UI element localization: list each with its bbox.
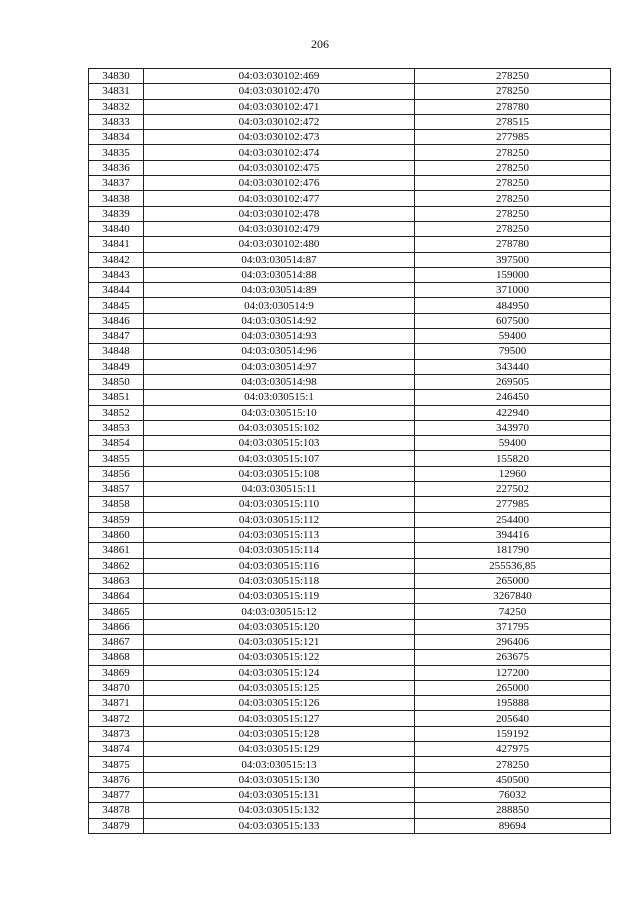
cadastral-number-cell: 04:03:030102:470: [144, 84, 415, 99]
table-row: [89, 252, 611, 267]
row-number-cell: 34879: [89, 818, 144, 833]
table-row: [89, 604, 611, 619]
table-row: [89, 160, 611, 175]
table-row: [89, 497, 611, 512]
row-number-cell: 34832: [89, 99, 144, 114]
cadastral-value-cell: 159192: [415, 726, 611, 741]
row-number-cell: 34839: [89, 206, 144, 221]
cadastral-value-cell: 159000: [415, 267, 611, 282]
cadastral-number-cell: 04:03:030515:124: [144, 665, 415, 680]
table-row: [89, 114, 611, 129]
cadastral-number-cell: 04:03:030102:475: [144, 160, 415, 175]
row-number-cell: 34878: [89, 803, 144, 818]
cadastral-value-cell: 59400: [415, 329, 611, 344]
cadastral-value-cell: 79500: [415, 344, 611, 359]
row-number-cell: 34862: [89, 558, 144, 573]
table-row: [89, 390, 611, 405]
cadastral-value-cell: 195888: [415, 696, 611, 711]
cadastral-number-cell: 04:03:030515:107: [144, 451, 415, 466]
cadastral-value-cell: 371000: [415, 283, 611, 298]
table-row: [89, 558, 611, 573]
cadastral-number-cell: 04:03:030515:132: [144, 803, 415, 818]
cadastral-number-cell: 04:03:030102:480: [144, 237, 415, 252]
cadastral-value-cell: 427975: [415, 742, 611, 757]
table-row: [89, 787, 611, 802]
row-number-cell: 34835: [89, 145, 144, 160]
cadastral-value-cell: 277985: [415, 130, 611, 145]
cadastral-number-cell: 04:03:030515:126: [144, 696, 415, 711]
table-row: [89, 313, 611, 328]
cadastral-number-cell: 04:03:030515:121: [144, 634, 415, 649]
row-number-cell: 34875: [89, 757, 144, 772]
cadastral-number-cell: 04:03:030514:89: [144, 283, 415, 298]
cadastral-value-cell: 76032: [415, 787, 611, 802]
cadastral-value-cell: 296406: [415, 634, 611, 649]
row-number-cell: 34872: [89, 711, 144, 726]
row-number-cell: 34842: [89, 252, 144, 267]
cadastral-number-cell: 04:03:030515:118: [144, 573, 415, 588]
row-number-cell: 34851: [89, 390, 144, 405]
cadastral-number-cell: 04:03:030515:11: [144, 482, 415, 497]
row-number-cell: 34831: [89, 84, 144, 99]
row-number-cell: 34859: [89, 512, 144, 527]
cadastral-number-cell: 04:03:030515:102: [144, 420, 415, 435]
cadastral-number-cell: 04:03:030102:477: [144, 191, 415, 206]
cadastral-value-cell: 269505: [415, 374, 611, 389]
cadastral-value-cell: 278250: [415, 221, 611, 236]
row-number-cell: 34864: [89, 589, 144, 604]
row-number-cell: 34849: [89, 359, 144, 374]
cadastral-value-cell: 155820: [415, 451, 611, 466]
table-row: [89, 130, 611, 145]
cadastral-value-cell: 59400: [415, 436, 611, 451]
table-row: [89, 145, 611, 160]
cadastral-value-cell: 422940: [415, 405, 611, 420]
table-row: [89, 665, 611, 680]
cadastral-number-cell: 04:03:030102:474: [144, 145, 415, 160]
cadastral-value-cell: 205640: [415, 711, 611, 726]
row-number-cell: 34843: [89, 267, 144, 282]
cadastral-number-cell: 04:03:030515:110: [144, 497, 415, 512]
cadastral-value-cell: 278250: [415, 176, 611, 191]
cadastral-number-cell: 04:03:030515:108: [144, 466, 415, 481]
cadastral-value-cell: 3267840: [415, 589, 611, 604]
cadastral-number-cell: 04:03:030515:128: [144, 726, 415, 741]
cadastral-value-cell: 397500: [415, 252, 611, 267]
row-number-cell: 34874: [89, 742, 144, 757]
cadastral-value-cell: 278780: [415, 237, 611, 252]
row-number-cell: 34836: [89, 160, 144, 175]
cadastral-number-cell: 04:03:030514:9: [144, 298, 415, 313]
row-number-cell: 34852: [89, 405, 144, 420]
cadastral-value-cell: 278250: [415, 757, 611, 772]
table-row: [89, 451, 611, 466]
cadastral-number-cell: 04:03:030515:127: [144, 711, 415, 726]
table-row: [89, 206, 611, 221]
cadastral-number-cell: 04:03:030514:98: [144, 374, 415, 389]
table-body: [89, 69, 611, 834]
row-number-cell: 34877: [89, 787, 144, 802]
cadastral-value-cell: 484950: [415, 298, 611, 313]
table-row: [89, 543, 611, 558]
table-row: [89, 696, 611, 711]
row-number-cell: 34869: [89, 665, 144, 680]
cadastral-number-cell: 04:03:030515:129: [144, 742, 415, 757]
row-number-cell: 34833: [89, 114, 144, 129]
cadastral-number-cell: 04:03:030102:473: [144, 130, 415, 145]
table-row: [89, 757, 611, 772]
cadastral-value-cell: 181790: [415, 543, 611, 558]
cadastral-value-cell: 278250: [415, 160, 611, 175]
table-row: [89, 374, 611, 389]
row-number-cell: 34873: [89, 726, 144, 741]
cadastral-value-cell: 450500: [415, 772, 611, 787]
cadastral-value-cell: 246450: [415, 390, 611, 405]
table-row: [89, 512, 611, 527]
row-number-cell: 34848: [89, 344, 144, 359]
table-row: [89, 589, 611, 604]
table-row: [89, 634, 611, 649]
cadastral-number-cell: 04:03:030102:471: [144, 99, 415, 114]
row-number-cell: 34853: [89, 420, 144, 435]
row-number-cell: 34876: [89, 772, 144, 787]
table-row: [89, 221, 611, 236]
cadastral-value-table: [88, 68, 611, 834]
cadastral-value-cell: 278250: [415, 84, 611, 99]
cadastral-number-cell: 04:03:030515:113: [144, 527, 415, 542]
row-number-cell: 34867: [89, 634, 144, 649]
row-number-cell: 34844: [89, 283, 144, 298]
cadastral-value-cell: 278780: [415, 99, 611, 114]
table-row: [89, 237, 611, 252]
table-row: [89, 359, 611, 374]
row-number-cell: 34855: [89, 451, 144, 466]
cadastral-value-cell: 288850: [415, 803, 611, 818]
row-number-cell: 34865: [89, 604, 144, 619]
cadastral-number-cell: 04:03:030515:112: [144, 512, 415, 527]
cadastral-number-cell: 04:03:030515:103: [144, 436, 415, 451]
table-row: [89, 711, 611, 726]
table-row: [89, 405, 611, 420]
row-number-cell: 34863: [89, 573, 144, 588]
row-number-cell: 34845: [89, 298, 144, 313]
row-number-cell: 34834: [89, 130, 144, 145]
row-number-cell: 34870: [89, 680, 144, 695]
cadastral-number-cell: 04:03:030514:93: [144, 329, 415, 344]
table-row: [89, 742, 611, 757]
cadastral-value-cell: 278515: [415, 114, 611, 129]
row-number-cell: 34866: [89, 619, 144, 634]
cadastral-value-cell: 343970: [415, 420, 611, 435]
cadastral-number-cell: 04:03:030515:116: [144, 558, 415, 573]
cadastral-value-cell: 254400: [415, 512, 611, 527]
cadastral-number-cell: 04:03:030515:131: [144, 787, 415, 802]
cadastral-value-cell: 265000: [415, 573, 611, 588]
table-row: [89, 344, 611, 359]
cadastral-number-cell: 04:03:030515:114: [144, 543, 415, 558]
cadastral-number-cell: 04:03:030515:12: [144, 604, 415, 619]
cadastral-number-cell: 04:03:030514:87: [144, 252, 415, 267]
row-number-cell: 34854: [89, 436, 144, 451]
table-row: [89, 818, 611, 833]
table-row: [89, 176, 611, 191]
table-row: [89, 573, 611, 588]
row-number-cell: 34840: [89, 221, 144, 236]
row-number-cell: 34868: [89, 650, 144, 665]
table-row: [89, 482, 611, 497]
row-number-cell: 34846: [89, 313, 144, 328]
cadastral-value-cell: 278250: [415, 145, 611, 160]
cadastral-value-cell: 265000: [415, 680, 611, 695]
table-row: [89, 527, 611, 542]
cadastral-value-cell: 227502: [415, 482, 611, 497]
cadastral-number-cell: 04:03:030102:469: [144, 69, 415, 84]
row-number-cell: 34850: [89, 374, 144, 389]
cadastral-number-cell: 04:03:030515:119: [144, 589, 415, 604]
cadastral-number-cell: 04:03:030514:92: [144, 313, 415, 328]
table-row: [89, 298, 611, 313]
cadastral-number-cell: 04:03:030515:120: [144, 619, 415, 634]
cadastral-value-cell: 278250: [415, 69, 611, 84]
cadastral-number-cell: 04:03:030102:479: [144, 221, 415, 236]
table-row: [89, 803, 611, 818]
cadastral-number-cell: 04:03:030102:476: [144, 176, 415, 191]
cadastral-number-cell: 04:03:030515:1: [144, 390, 415, 405]
table-row: [89, 680, 611, 695]
row-number-cell: 34861: [89, 543, 144, 558]
row-number-cell: 34857: [89, 482, 144, 497]
cadastral-value-cell: 255536,85: [415, 558, 611, 573]
cadastral-value-cell: 278250: [415, 191, 611, 206]
table-row: [89, 772, 611, 787]
cadastral-value-cell: 343440: [415, 359, 611, 374]
table-row: [89, 283, 611, 298]
table-row: [89, 619, 611, 634]
page-number: 206: [311, 37, 329, 51]
table-row: [89, 329, 611, 344]
row-number-cell: 34856: [89, 466, 144, 481]
table-row: [89, 436, 611, 451]
cadastral-value-cell: 12960: [415, 466, 611, 481]
cadastral-number-cell: 04:03:030514:97: [144, 359, 415, 374]
cadastral-number-cell: 04:03:030102:472: [144, 114, 415, 129]
table-row: [89, 69, 611, 84]
table-row: [89, 267, 611, 282]
row-number-cell: 34847: [89, 329, 144, 344]
cadastral-value-cell: 89694: [415, 818, 611, 833]
cadastral-value-cell: 278250: [415, 206, 611, 221]
cadastral-number-cell: 04:03:030102:478: [144, 206, 415, 221]
table-row: [89, 650, 611, 665]
table-row: [89, 726, 611, 741]
row-number-cell: 34858: [89, 497, 144, 512]
cadastral-value-cell: 371795: [415, 619, 611, 634]
cadastral-value-cell: 394416: [415, 527, 611, 542]
cadastral-value-cell: 263675: [415, 650, 611, 665]
row-number-cell: 34838: [89, 191, 144, 206]
row-number-cell: 34871: [89, 696, 144, 711]
row-number-cell: 34830: [89, 69, 144, 84]
cadastral-number-cell: 04:03:030515:133: [144, 818, 415, 833]
cadastral-number-cell: 04:03:030515:10: [144, 405, 415, 420]
cadastral-value-cell: 277985: [415, 497, 611, 512]
table-row: [89, 84, 611, 99]
table-row: [89, 466, 611, 481]
cadastral-number-cell: 04:03:030515:130: [144, 772, 415, 787]
cadastral-number-cell: 04:03:030515:13: [144, 757, 415, 772]
row-number-cell: 34837: [89, 176, 144, 191]
cadastral-value-cell: 127200: [415, 665, 611, 680]
row-number-cell: 34841: [89, 237, 144, 252]
cadastral-number-cell: 04:03:030514:96: [144, 344, 415, 359]
table-row: [89, 191, 611, 206]
cadastral-number-cell: 04:03:030514:88: [144, 267, 415, 282]
row-number-cell: 34860: [89, 527, 144, 542]
cadastral-number-cell: 04:03:030515:125: [144, 680, 415, 695]
cadastral-number-cell: 04:03:030515:122: [144, 650, 415, 665]
table-row: [89, 99, 611, 114]
cadastral-value-cell: 74250: [415, 604, 611, 619]
table-row: [89, 420, 611, 435]
cadastral-value-cell: 607500: [415, 313, 611, 328]
